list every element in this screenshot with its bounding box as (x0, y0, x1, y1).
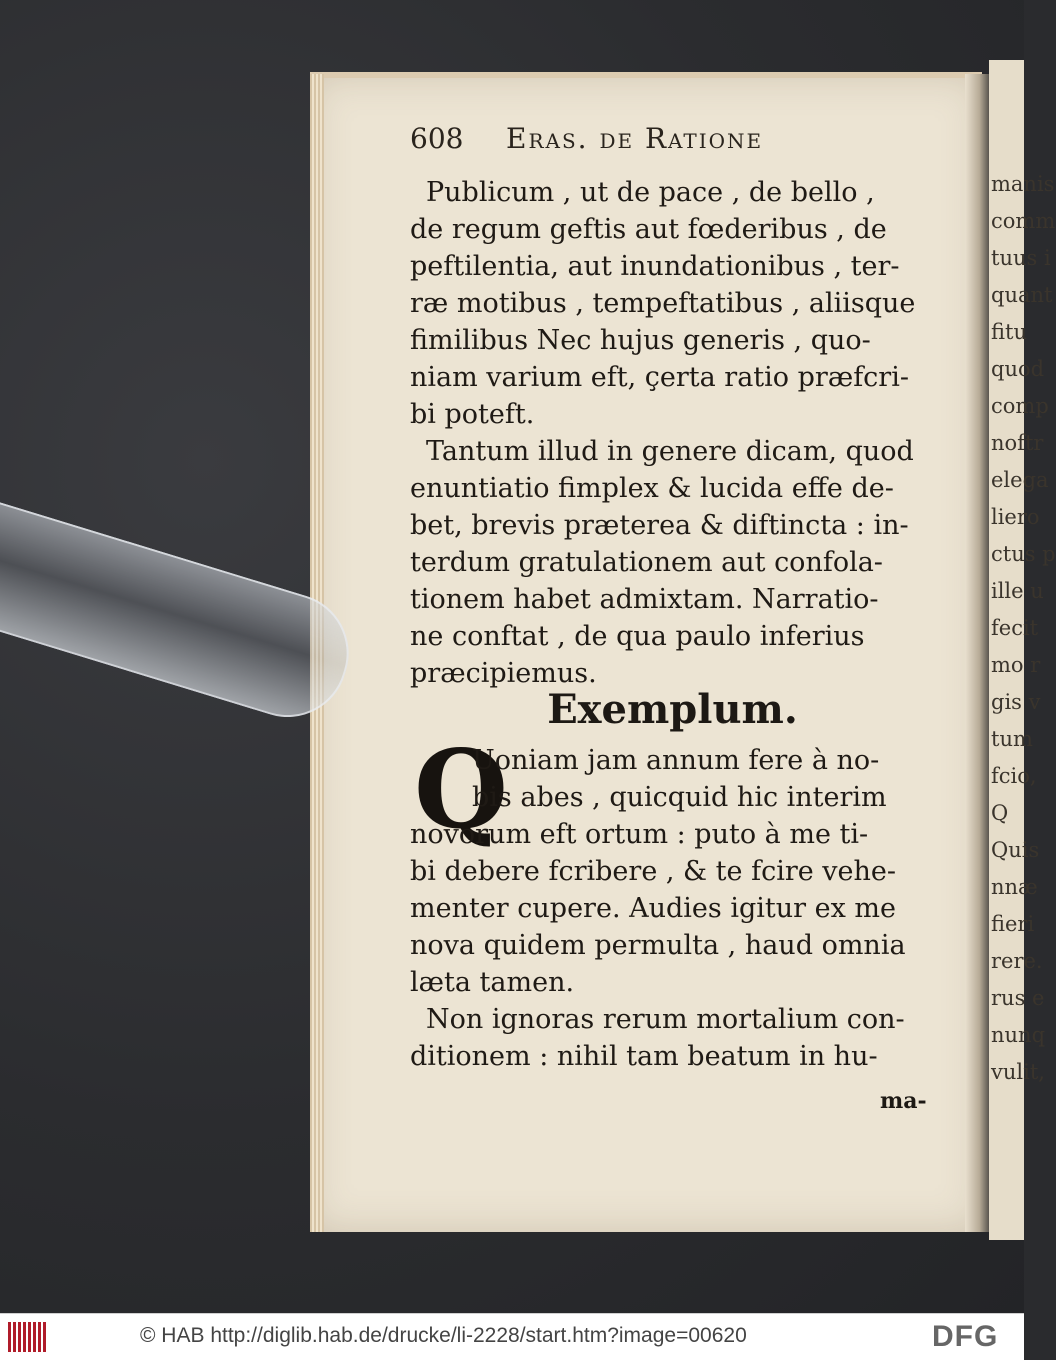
facing-page-text: noftr (991, 431, 1044, 455)
facing-page-text: Quis (991, 838, 1040, 862)
text-line: bis abes , quicquid hic interim (472, 782, 887, 813)
text-line: tionem habet admixtam. Narratio- (410, 584, 879, 615)
facing-page-text: fecit (991, 616, 1039, 640)
page-number: 608 (410, 122, 464, 155)
facing-page-text: vulit, (991, 1060, 1045, 1084)
facing-page-text: comm (991, 209, 1056, 233)
text-line: Tantum illud in genere dicam, quod (426, 436, 914, 467)
section-heading: Exemplum. (547, 686, 798, 733)
text-line: læta tamen. (410, 967, 575, 998)
text-line: præcipiemus. (410, 658, 597, 689)
text-line: Non ignoras rerum mortalium con- (426, 1004, 905, 1035)
text-line: enuntiatio fimplex & lucida effe de- (410, 473, 894, 504)
facing-page-text: fcio, (991, 764, 1037, 788)
dfg-logo: DFG (932, 1320, 999, 1353)
text-line: menter cupere. Audies igitur ex me (410, 893, 896, 924)
facing-page-text: gis v (991, 690, 1041, 714)
facing-page-text: liero (991, 505, 1040, 529)
facing-page-text: ctus p (991, 542, 1056, 566)
facing-page-text: fieri (991, 912, 1035, 936)
facing-page-text: ille u (991, 579, 1044, 603)
running-header (410, 122, 935, 162)
book-gutter (965, 74, 989, 1232)
facing-page-fragment (989, 60, 1056, 1240)
facing-page-text: quod (991, 357, 1045, 381)
text-line: fimilibus Nec hujus generis , quo- (410, 325, 871, 356)
text-line: novorum eft ortum : puto à me ti- (410, 819, 869, 850)
text-line: peftilentia, aut inundationibus , ter- (410, 251, 900, 282)
hab-logo-icon (8, 1322, 48, 1352)
facing-page-text: nunq (991, 1023, 1046, 1047)
facing-page-text: comp (991, 394, 1049, 418)
text-line: ne conftat , de qua paulo inferius (410, 621, 865, 652)
catchword: ma- (880, 1088, 927, 1114)
credit-link[interactable]: © HAB http://diglib.hab.de/drucke/li-2228/start.htm?image=00620 (140, 1324, 747, 1347)
facing-page-text: mo r (991, 653, 1041, 677)
text-line: ditionem : nihil tam beatum in hu- (410, 1041, 878, 1072)
facing-page-text: Q (991, 801, 1009, 825)
text-line: niam varium eft, çerta ratio præfcri- (410, 362, 909, 393)
facing-page-text: nnæ (991, 875, 1038, 899)
text-line: nova quidem permulta , haud omnia (410, 930, 906, 961)
text-line: bi debere fcribere , & te fcire vehe- (410, 856, 897, 887)
facing-page-text: fitu (991, 320, 1027, 344)
text-line: bi poteft. (410, 399, 535, 430)
facing-page-text: tum (991, 727, 1033, 751)
text-line: bet, brevis præterea & diftincta : in- (410, 510, 909, 541)
drop-capital: Q (414, 727, 509, 853)
facing-page-text: manis (991, 172, 1055, 196)
facing-page-text: rus e (991, 986, 1045, 1010)
text-block-example (410, 742, 935, 1075)
text-line: de regum geftis aut fœderibus , de (410, 214, 887, 245)
text-line: Uoniam jam annum fere à no- (472, 745, 880, 776)
facing-page-text: quant (991, 283, 1053, 307)
facing-page-text: elega (991, 468, 1049, 492)
text-line: terdum gratulationem aut confola- (410, 547, 883, 578)
facing-page-text: rere. (991, 949, 1043, 973)
page-top-edge (310, 72, 982, 78)
footer-bar (0, 1313, 1024, 1360)
facing-page-text: tuus i (991, 246, 1051, 270)
text-line: ræ motibus , tempeftatibus , aliisque (410, 288, 916, 319)
running-title: Eras. de Ratione (506, 122, 764, 155)
text-line: Publicum , ut de pace , de bello , (426, 177, 875, 208)
text-block-intro (410, 174, 935, 692)
